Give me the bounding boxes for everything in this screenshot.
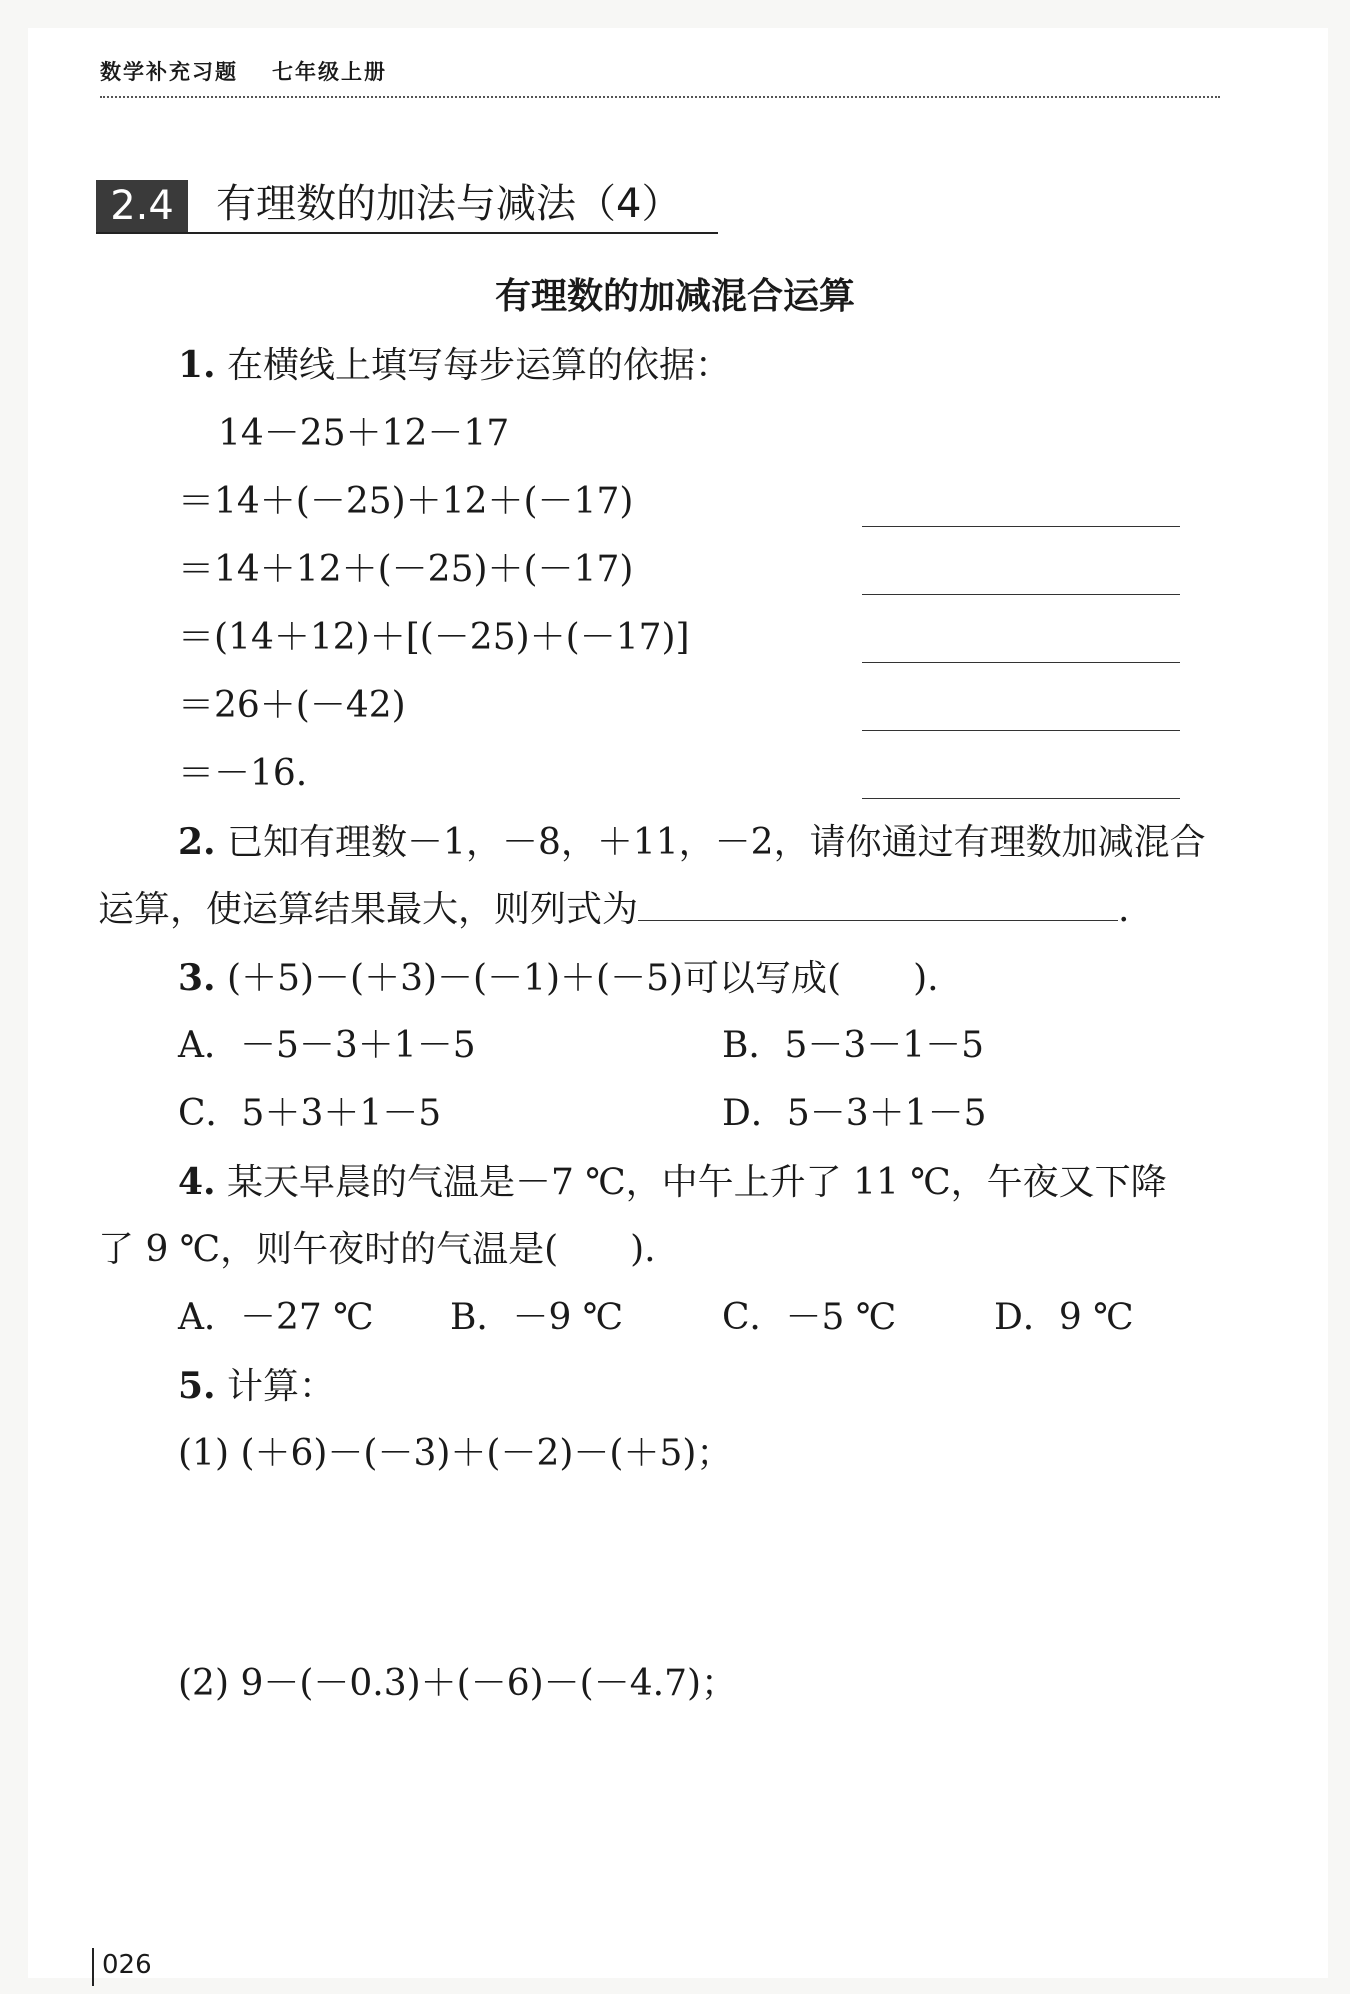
question-text: 已知有理数－1，－8，＋11，－2，请你通过有理数加减混合 [227, 822, 1206, 863]
answer-blank-5[interactable] [862, 796, 1180, 799]
step-4: ＝26＋(－42) [178, 685, 406, 726]
question-text: 某天早晨的气温是－7 ℃，中午上升了 11 ℃，午夜又下降 [227, 1162, 1167, 1203]
answer-blank-2[interactable] [862, 592, 1180, 595]
step-3: ＝(14＋12)＋[(－25)＋(－17)] [178, 617, 690, 658]
question-number: 5. [178, 1365, 216, 1407]
question-4-line1 [178, 1162, 1167, 1203]
question-text: (＋5)－(＋3)－(－1)＋(－5)可以写成( ). [227, 958, 939, 999]
option-d[interactable]: D．9 ℃ [994, 1297, 1134, 1338]
option-c[interactable]: C．5＋3＋1－5 [178, 1093, 442, 1134]
answer-blank-1[interactable] [862, 524, 1180, 527]
answer-blank-q2[interactable] [638, 890, 1118, 921]
question-5 [178, 1366, 335, 1407]
question-1 [178, 345, 731, 386]
question-number: 3. [178, 957, 216, 999]
page-number: 026 [92, 1948, 152, 1986]
question-3 [178, 958, 939, 999]
question-text: 运算，使运算结果最大，则列式为 [98, 889, 639, 930]
option-b[interactable]: B．－9 ℃ [450, 1297, 624, 1338]
question-5-part2: (2) 9－(－0.3)＋(－6)－(－4.7)； [178, 1663, 738, 1704]
running-header [100, 56, 1220, 98]
question-2-line2 [98, 890, 1129, 930]
question-number: 4. [178, 1161, 216, 1203]
subsection-title: 有理数的加减混合运算 [494, 276, 855, 317]
option-b[interactable]: B．5－3－1－5 [722, 1025, 985, 1066]
step-0: 14－25＋12－17 [218, 413, 510, 454]
period: . [1118, 889, 1130, 930]
question-number: 2. [178, 821, 216, 863]
step-5: ＝－16. [178, 753, 308, 794]
step-2: ＝14＋12＋(－25)＋(－17) [178, 549, 634, 590]
question-prompt: 计算： [227, 1366, 336, 1407]
question-2-line1 [178, 822, 1206, 863]
option-a[interactable]: A．－5－3＋1－5 [178, 1025, 476, 1066]
book-title: 数学补充习题 [100, 60, 238, 84]
answer-blank-4[interactable] [862, 728, 1180, 731]
question-number: 1. [178, 344, 216, 386]
question-5-part1: (1) (＋6)－(－3)＋(－2)－(＋5)； [178, 1433, 733, 1474]
option-c[interactable]: C．－5 ℃ [722, 1297, 897, 1338]
section-title: 有理数的加法与减法（4） [216, 181, 682, 227]
section-number: 2.4 [96, 180, 188, 232]
question-4-line2: 了 9 ℃，则午夜时的气温是( ). [98, 1229, 656, 1270]
question-prompt: 在横线上填写每步运算的依据： [227, 345, 732, 386]
answer-blank-3[interactable] [862, 660, 1180, 663]
step-1: ＝14＋(－25)＋12＋(－17) [178, 481, 634, 522]
section-heading [96, 180, 718, 234]
grade-label: 七年级上册 [272, 60, 387, 84]
option-a[interactable]: A．－27 ℃ [178, 1297, 374, 1338]
option-d[interactable]: D．5－3＋1－5 [722, 1093, 987, 1134]
